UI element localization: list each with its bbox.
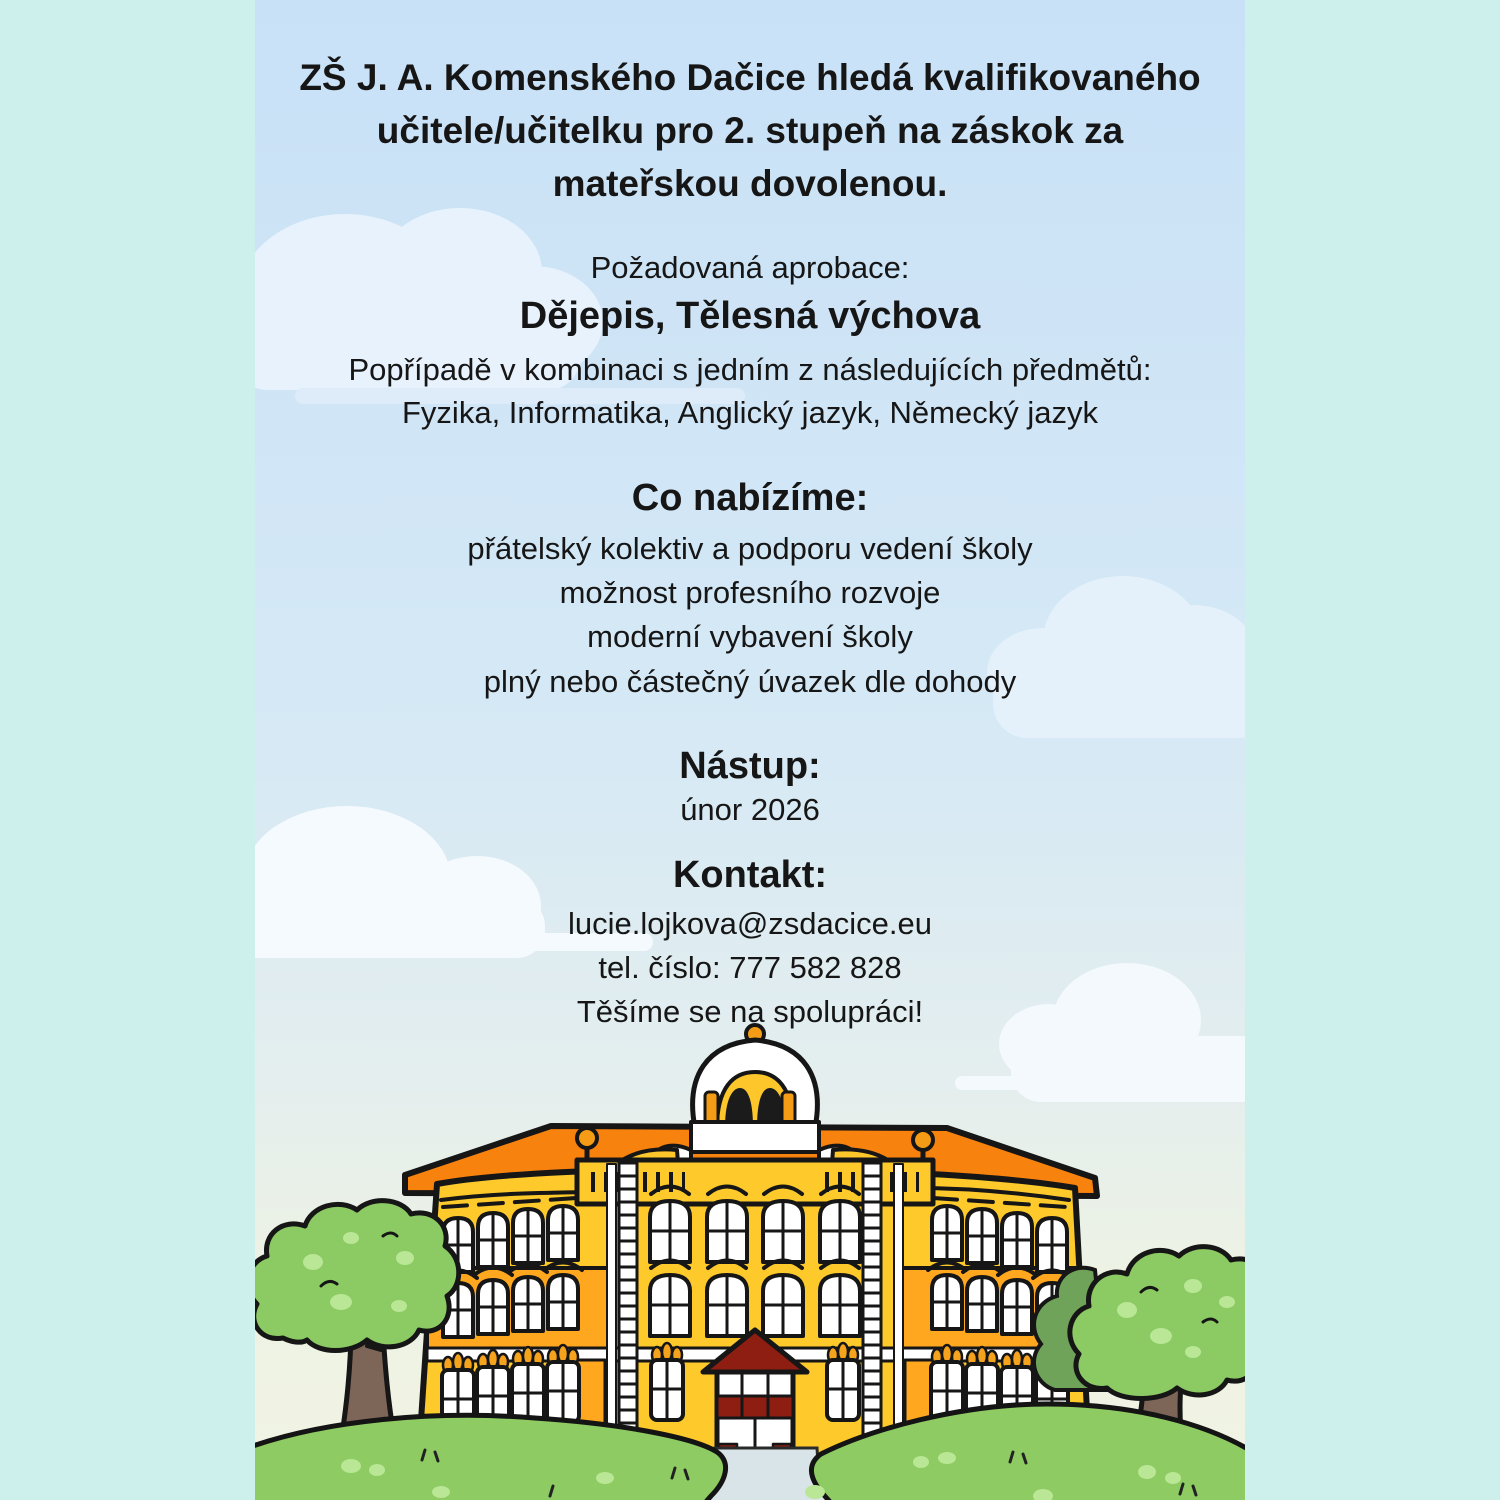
start-heading: Nástup:	[679, 745, 821, 787]
offer-item: možnost profesního rozvoje	[559, 575, 941, 610]
offer-item: plný nebo částečný úvazek dle dohody	[483, 664, 1017, 699]
qualification-combination-subjects: Fyzika, Informatika, Anglický jazyk, Německý jazyk	[402, 395, 1098, 430]
flyer-title-line-2: učitele/učitelku pro 2. stupeň na záskok za	[376, 110, 1124, 151]
flyer-title-line-3: mateřskou dovolenou.	[552, 163, 948, 204]
contact-closing: Těšíme se na spolupráci!	[576, 994, 924, 1029]
ladder-right	[863, 1162, 881, 1450]
contact-phone: tel. číslo: 777 582 828	[598, 950, 902, 985]
job-flyer	[255, 0, 1245, 1500]
offer-item: moderní vybavení školy	[587, 619, 913, 654]
qualification-subjects: Dějepis, Tělesná výchova	[519, 295, 981, 337]
offer-item: přátelský kolektiv a podporu vedení školy	[467, 531, 1033, 566]
ladder-left	[619, 1162, 637, 1450]
qualification-combination-note: Popřípadě v kombinaci s jedním z následujících předmětů:	[348, 352, 1152, 387]
start-value: únor 2026	[680, 792, 820, 827]
offer-heading: Co nabízíme:	[631, 477, 869, 519]
contact-heading: Kontakt:	[672, 854, 828, 896]
flyer-title-line-1: ZŠ J. A. Komenského Dačice hledá kvalifikovaného	[299, 57, 1201, 98]
qualification-label: Požadovaná aprobace:	[590, 250, 910, 285]
contact-email: lucie.lojkova@zsdacice.eu	[567, 906, 933, 941]
left-tree-canopy	[255, 1201, 459, 1351]
